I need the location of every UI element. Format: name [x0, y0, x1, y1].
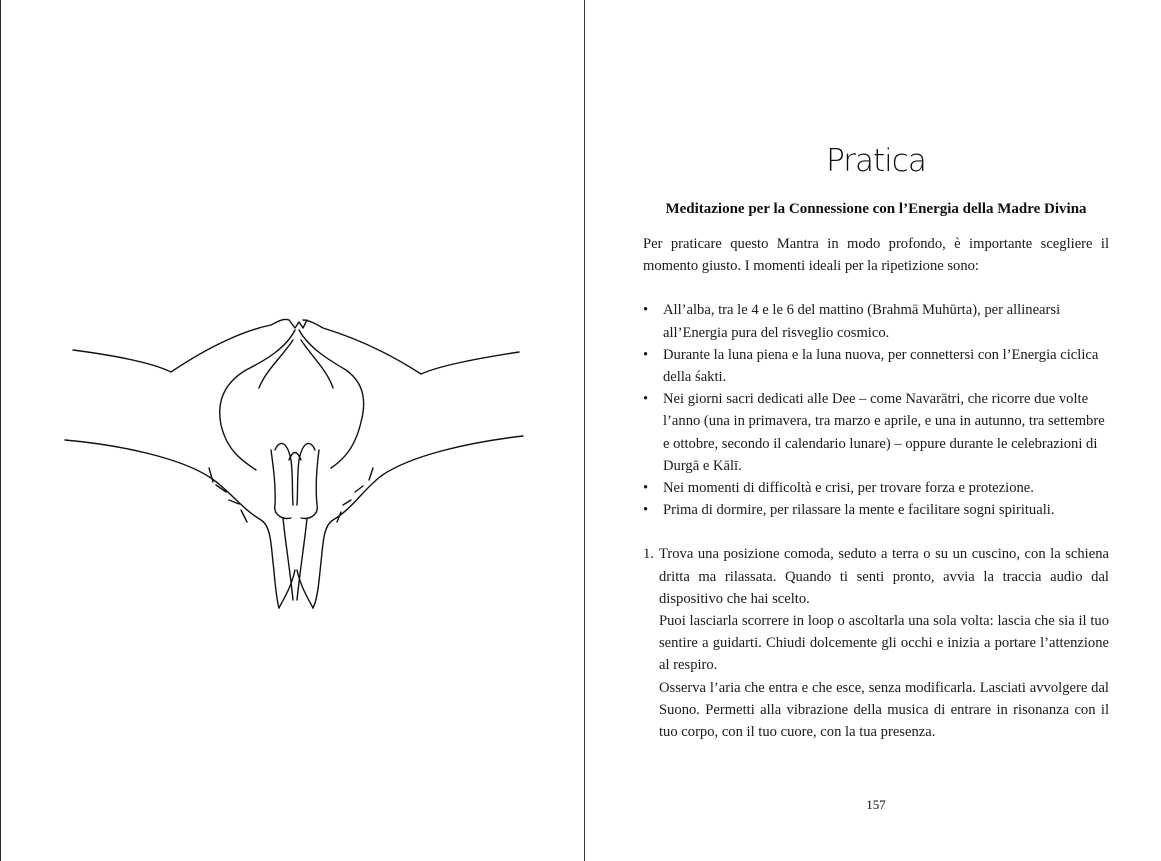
- list-item: [643, 344, 1109, 388]
- left-page: [1, 0, 584, 861]
- list-item-text: All’alba, tra le 4 e le 6 del mattino (Brahmā Muhūrta), per allinearsi all’Energia pura del risveglio cosmico.: [663, 302, 1061, 341]
- list-item: [643, 299, 1109, 343]
- step-item: [643, 543, 1109, 743]
- bullet-icon: •: [643, 302, 649, 319]
- list-item: [643, 477, 1109, 499]
- bullet-icon: •: [643, 346, 649, 363]
- bullet-icon: •: [643, 391, 649, 408]
- step-number: 1.: [643, 546, 654, 563]
- step-paragraph: Osserva l’aria che entra e che esce, senza modificarla. Lasciati avvolgere dal Suono. Permetti alla vibrazione della musica di entrare in risonanza con il tuo corpo, con il tuo cuore, con la tua presenza.: [659, 679, 1109, 741]
- step-paragraph: Trova una posizione comoda, seduto a terra o su un cuscino, con la schiena dritta ma rilassata. Quando ti senti pronto, avvia la traccia audio dal dispositivo che hai scelto.: [659, 546, 1109, 607]
- list-item: [643, 499, 1109, 521]
- intro-paragraph: Per praticare questo Mantra in modo profondo, è importante scegliere il momento giusto. I momenti ideali per la ripetizione sono:: [643, 236, 1109, 275]
- mudra-illustration: [61, 300, 531, 620]
- step-paragraph: Puoi lasciarla scorrere in loop o ascoltarla una sola volta: lascia che sia il tuo sentire a guidarti. Chiudi dolcemente gli occhi e inizia a portare l’attenzione al respiro.: [659, 613, 1109, 674]
- list-item-text: Nei giorni sacri dedicati alle Dee – come Navarātri, che ricorre due volte l’anno (una in primavera, tra marzo e aprile, e una in autunno, tra settembre e ottobre, secondo il calendario lunare) – oppure durante le celebrazioni di Durgā e Kālī.: [663, 391, 1105, 474]
- page-title: Pratica: [826, 143, 926, 179]
- section-subtitle: Meditazione per la Connessione con l’Energia della Madre Divina: [665, 201, 1087, 217]
- right-page: [585, 0, 1161, 861]
- body-text: [643, 233, 1109, 743]
- list-item-text: Durante la luna piena e la luna nuova, per connettersi con l’Energia ciclica della śakti.: [663, 346, 1099, 386]
- list-item-text: Nei momenti di difficoltà e crisi, per trovare forza e protezione.: [663, 480, 1034, 497]
- list-item-text: Prima di dormire, per rilassare la mente e facilitare sogni spirituali.: [663, 502, 1055, 519]
- list-item: [643, 388, 1109, 477]
- bullet-icon: •: [643, 502, 649, 519]
- page-number: 157: [866, 797, 886, 812]
- moments-list: [643, 299, 1109, 521]
- bullet-icon: •: [643, 480, 649, 497]
- steps-list: [643, 543, 1109, 743]
